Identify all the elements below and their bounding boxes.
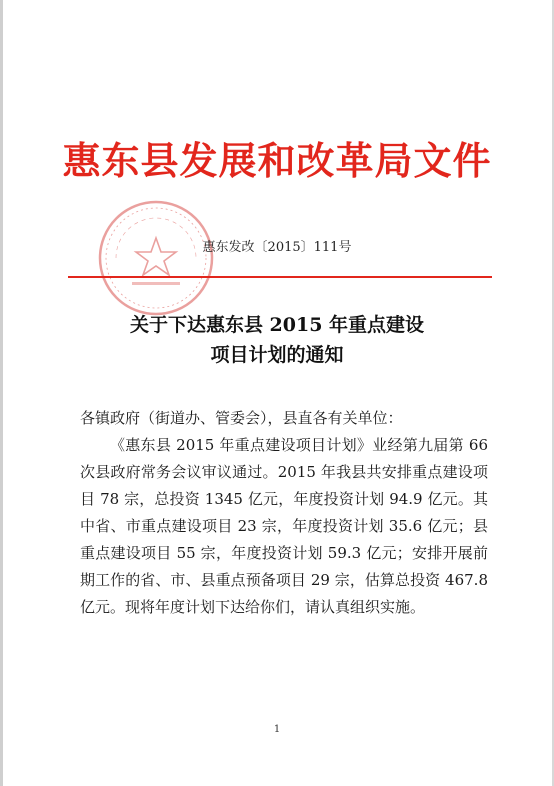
official-seal-icon <box>94 196 218 320</box>
title-line-2: 项目计划的通知 <box>210 344 344 366</box>
document-number: 惠东发改〔2015〕111号 <box>202 240 352 255</box>
page-number: 1 <box>273 724 281 735</box>
header-red-divider <box>68 276 492 278</box>
page-edge-left <box>0 0 3 786</box>
body-paragraph: 《惠东县 2015 年重点建设项目计划》业经第九届第 66 次县政府常务会议审议通过。2015 年我县共安排重点建设项目 78 宗，总投资 1345 亿元，年度投资计划 94.9 亿元。其中省、市重点建设项目 23 宗，年度投资计划 35.6 亿元；县重点建设项目 55 宗，年度投资计划 59.3 亿元；安排开展前期工作的省、市、县重点预备项目 29 宗，估算总投资 467.8 亿元。现将年度计划下达给你们，请认真组织实施。 <box>80 436 488 616</box>
title-line-1: 关于下达惠东县 2015 年重点建设 <box>129 314 425 336</box>
salutation: 各镇政府（街道办、管委会），县直各有关单位： <box>80 409 403 427</box>
issuer-header: 惠东县发展和改革局文件 <box>62 138 492 183</box>
document-title <box>0 310 554 370</box>
